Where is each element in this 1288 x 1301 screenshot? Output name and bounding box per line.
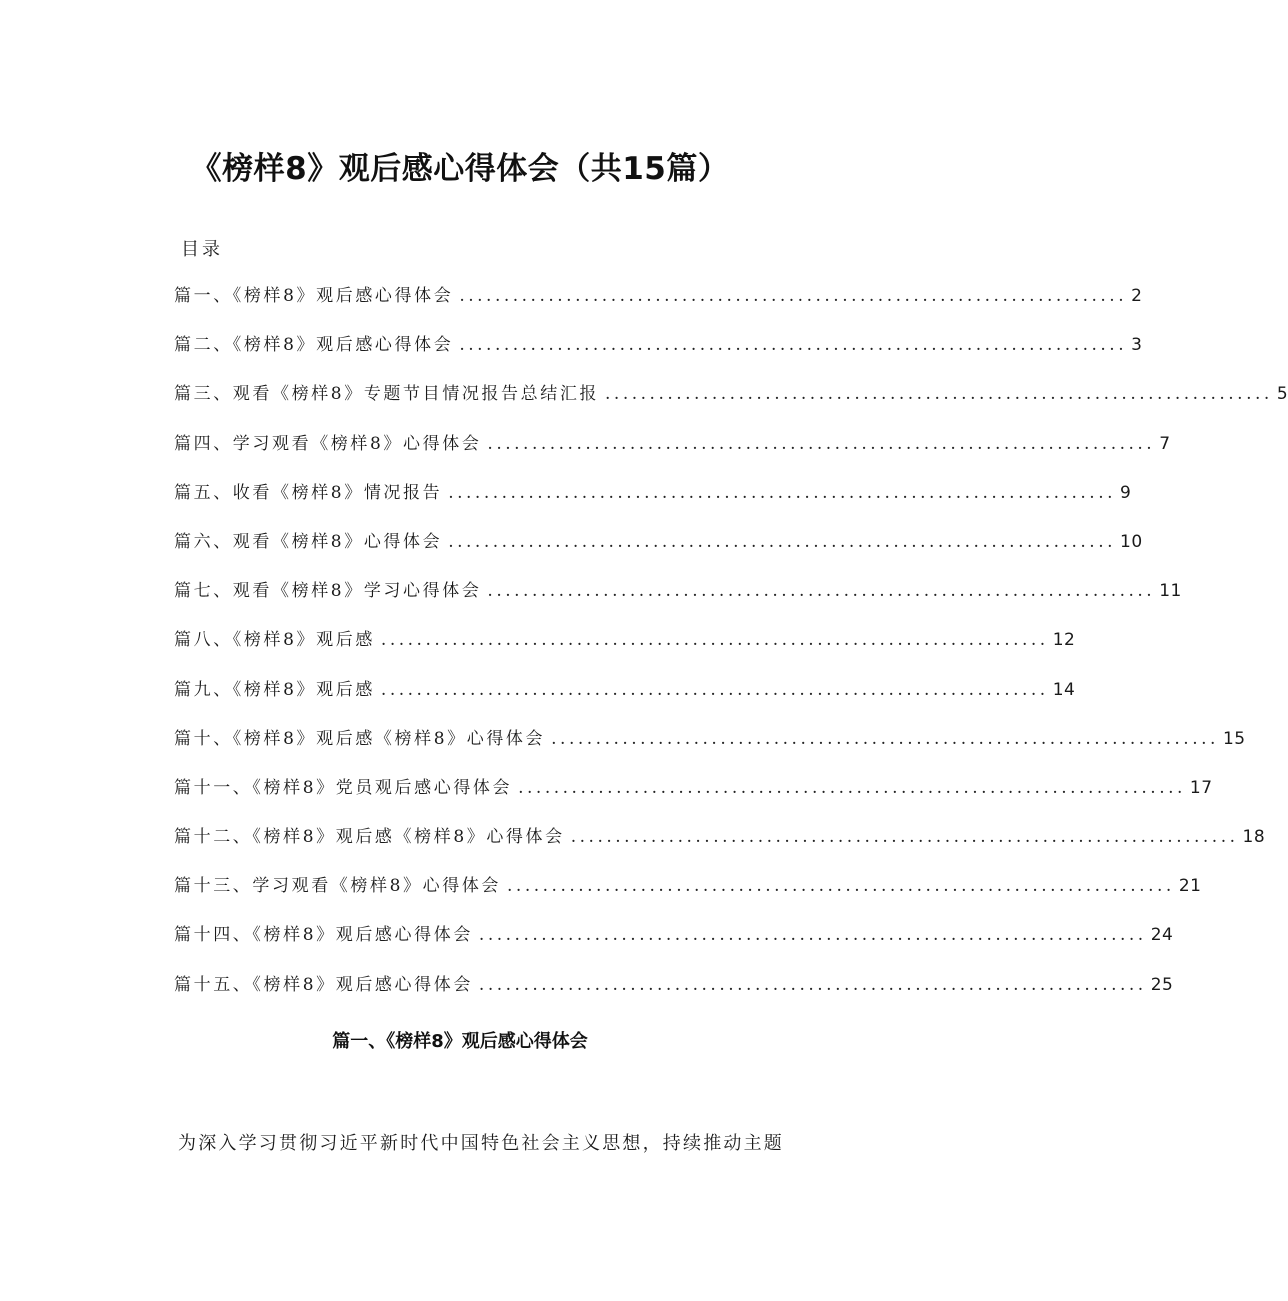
toc-leader-dots: ........................................................................... — [380, 679, 1049, 700]
toc-item-label: 篇五、收看《榜样8》情况报告 — [174, 482, 443, 503]
toc-leader-dots: ........................................................................... — [380, 630, 1049, 651]
toc-item-6[interactable] — [174, 529, 1143, 578]
section-heading: 篇一、《榜样8》观后感心得体会 — [332, 1031, 588, 1052]
toc-leader-dots: ........................................................................... — [448, 531, 1117, 552]
toc-leader-dots: ........................................................................... — [478, 925, 1147, 946]
toc-item-12[interactable] — [174, 824, 1266, 873]
document-title: 《榜样8》观后感心得体会（共15篇） — [190, 151, 730, 187]
toc-item-label: 篇四、学习观看《榜样8》心得体会 — [174, 433, 482, 454]
toc-leader-dots: ........................................................................... — [459, 335, 1128, 356]
toc-item-3[interactable] — [174, 381, 1288, 430]
toc-item-label: 篇十一、《榜样8》党员观后感心得体会 — [174, 777, 513, 798]
toc-item-label: 篇十二、《榜样8》观后感《榜样8》心得体会 — [174, 827, 565, 848]
toc-leader-dots: ........................................................................... — [448, 482, 1117, 503]
toc-leader-dots: ........................................................................... — [478, 974, 1147, 995]
toc-page-number: 17 — [1189, 777, 1213, 798]
toc-leader-dots: ........................................................................... — [551, 728, 1219, 749]
toc-item-8[interactable] — [174, 627, 1076, 676]
toc-leader-dots: ........................................................................... — [518, 777, 1186, 798]
toc-item-label: 篇十五、《榜样8》观后感心得体会 — [174, 974, 473, 995]
toc-leader-dots: ........................................................................... — [605, 384, 1273, 405]
toc-page-number: 15 — [1222, 728, 1246, 749]
toc-page-number: 2 — [1131, 286, 1143, 306]
toc-page-number: 3 — [1131, 335, 1143, 356]
toc-item-label: 篇三、观看《榜样8》专题节目情况报告总结汇报 — [174, 384, 600, 405]
toc-page-number: 21 — [1178, 876, 1202, 897]
toc-page-number: 18 — [1242, 827, 1266, 848]
toc-page-number: 24 — [1150, 925, 1174, 946]
toc-item-9[interactable] — [174, 677, 1076, 726]
toc-item-1[interactable] — [174, 283, 1143, 332]
toc-item-15[interactable] — [174, 972, 1174, 1021]
toc-item-14[interactable] — [174, 922, 1174, 971]
toc-page-number: 11 — [1159, 581, 1182, 602]
toc-heading: 目录 — [181, 239, 223, 260]
toc-page-number: 7 — [1159, 433, 1171, 454]
toc-item-label: 篇十三、学习观看《榜样8》心得体会 — [174, 876, 502, 897]
toc-page-number: 9 — [1120, 482, 1132, 503]
toc-leader-dots: ........................................................................... — [570, 827, 1239, 848]
body-paragraph: 为深入学习贯彻习近平新时代中国特色社会主义思想，持续推动主题 — [178, 1133, 784, 1154]
toc-item-label: 篇十四、《榜样8》观后感心得体会 — [174, 925, 473, 946]
toc-item-label: 篇七、观看《榜样8》学习心得体会 — [174, 581, 482, 602]
toc-item-7[interactable] — [174, 578, 1182, 627]
toc-item-10[interactable] — [174, 726, 1246, 775]
toc-item-label: 篇六、观看《榜样8》心得体会 — [174, 531, 443, 552]
toc-item-label: 篇十、《榜样8》观后感《榜样8》心得体会 — [174, 728, 546, 749]
toc-page-number: 25 — [1150, 974, 1174, 995]
toc-item-2[interactable] — [174, 332, 1143, 381]
toc-page-number: 14 — [1052, 679, 1076, 700]
toc-item-13[interactable] — [174, 873, 1202, 922]
toc-page-number: 10 — [1120, 531, 1143, 552]
toc-page-number: 5 — [1276, 384, 1288, 405]
toc-page-number: 12 — [1052, 630, 1076, 651]
toc-leader-dots: ........................................................................... — [487, 433, 1156, 454]
toc-item-label: 篇一、《榜样8》观后感心得体会 — [174, 286, 454, 306]
toc-leader-dots: ........................................................................... — [507, 876, 1175, 897]
toc-item-5[interactable] — [174, 480, 1132, 529]
toc-item-label: 篇九、《榜样8》观后感 — [174, 679, 375, 700]
table-of-contents — [174, 283, 1288, 1021]
toc-item-label: 篇二、《榜样8》观后感心得体会 — [174, 335, 454, 356]
toc-item-11[interactable] — [174, 775, 1213, 824]
toc-leader-dots: ........................................................................... — [459, 286, 1128, 306]
toc-item-4[interactable] — [174, 431, 1171, 480]
toc-leader-dots: ........................................................................... — [487, 581, 1156, 602]
toc-item-label: 篇八、《榜样8》观后感 — [174, 630, 375, 651]
